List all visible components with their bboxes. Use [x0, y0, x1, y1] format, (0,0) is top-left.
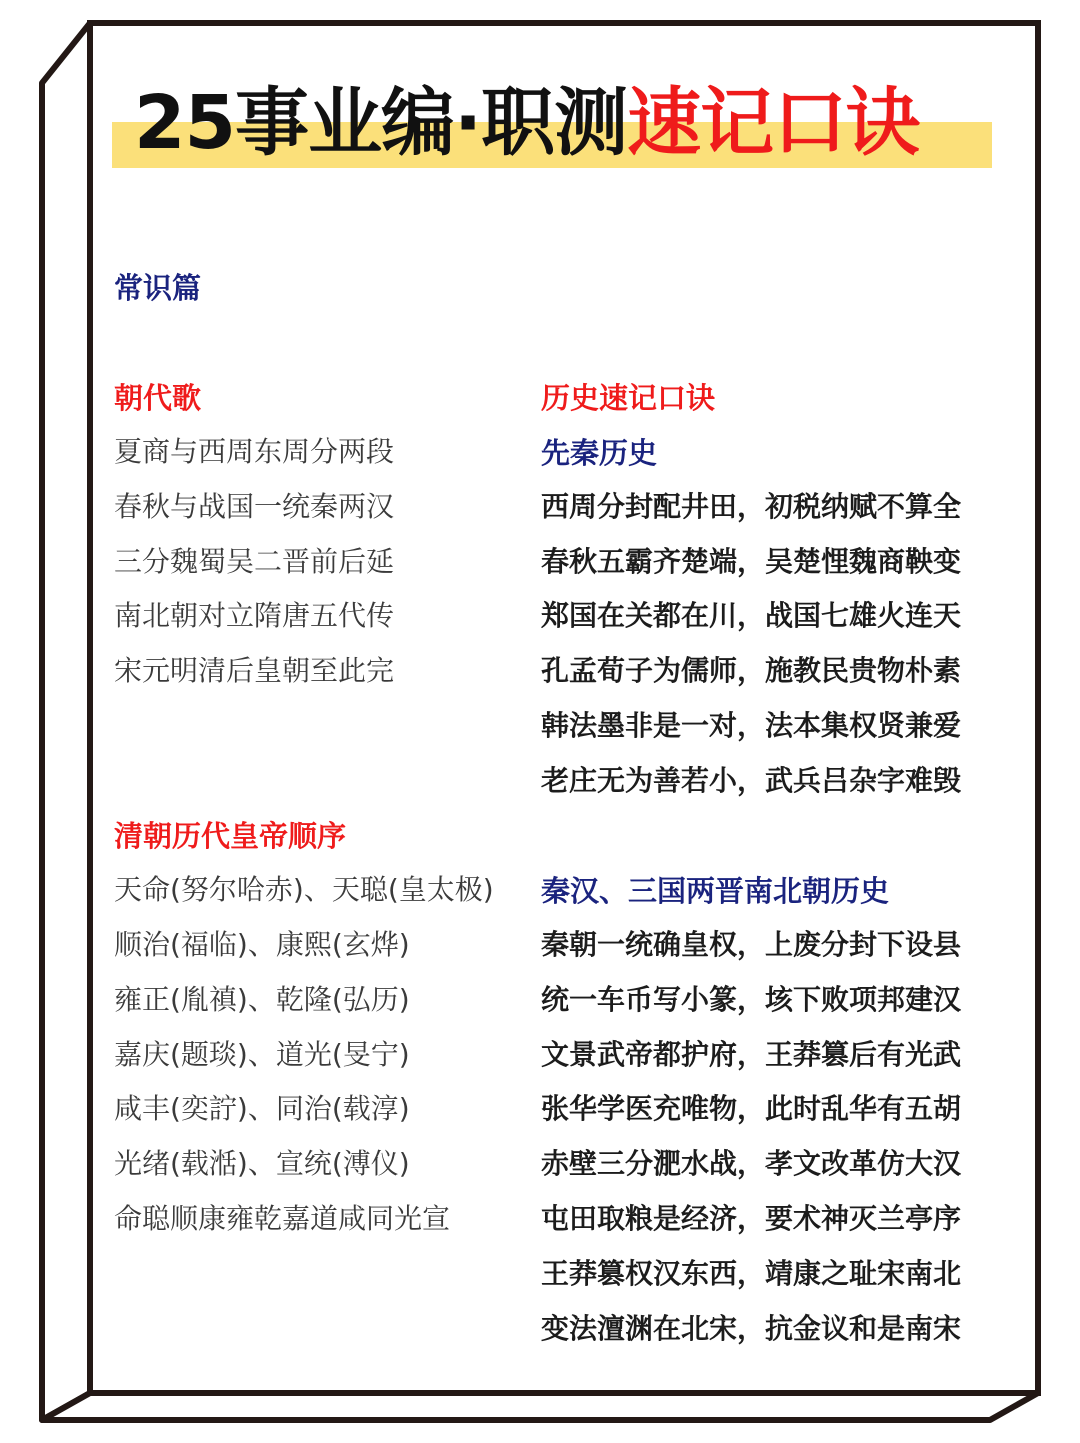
pre-qin-line: 老庄无为善若小，武兵吕杂字难毁 — [541, 764, 962, 797]
qin-han-line: 秦朝一统确皇权，上废分封下设县 — [541, 928, 962, 961]
dynasty-song-line: 三分魏蜀吴二晋前后延 — [114, 545, 395, 578]
pre-qin-line: 春秋五霸齐楚端，吴楚悝魏商鞅变 — [541, 545, 962, 578]
qing-emperors-heading: 清朝历代皇帝顺序 — [114, 819, 347, 853]
qin-han-line: 赤壁三分淝水战，孝文改革仿大汉 — [541, 1147, 962, 1180]
pre-qin-line: 韩法墨非是一对，法本集权贤兼爱 — [541, 709, 962, 742]
page-title — [134, 80, 919, 166]
dynasty-song-line: 南北朝对立隋唐五代传 — [114, 599, 395, 632]
qing-emperor-line: 咸丰(奕詝)、同治(载淳) — [114, 1092, 410, 1125]
qing-emperor-line: 雍正(胤禛)、乾隆(弘历) — [114, 983, 410, 1016]
qing-emperor-line: 天命(努尔哈赤)、天聪(皇太极) — [114, 873, 494, 906]
book-bottom-edge — [42, 1393, 1038, 1420]
title-part-red: 速记口诀 — [627, 80, 920, 166]
dynasty-song-line: 夏商与西周东周分两段 — [114, 435, 395, 468]
qing-emperor-line: 光绪(载湉)、宣统(溥仪) — [114, 1147, 410, 1180]
qin-han-line: 王莽篡权汉东西，靖康之耻宋南北 — [541, 1257, 962, 1290]
pre-qin-line: 西周分封配井田，初税纳赋不算全 — [541, 490, 962, 523]
category-heading: 常识篇 — [114, 271, 202, 305]
book-spine — [42, 23, 90, 1420]
qin-han-line: 屯田取粮是经济，要术神灭兰亭序 — [541, 1202, 962, 1235]
qin-han-line: 统一车币写小篆，垓下败项邦建汉 — [541, 983, 962, 1016]
qin-han-line: 文景武帝都护府，王莽篡后有光武 — [541, 1038, 962, 1071]
dynasty-song-line: 宋元明清后皇朝至此完 — [114, 654, 395, 687]
history-mnemonic-heading: 历史速记口诀 — [541, 381, 716, 415]
qing-emperor-line: 命聪顺康雍乾嘉道咸同光宣 — [114, 1202, 451, 1235]
pre-qin-line: 孔孟荀子为儒师，施教民贵物朴素 — [541, 654, 962, 687]
dynasty-song-heading: 朝代歌 — [114, 381, 202, 415]
title-block — [112, 78, 992, 174]
pre-qin-heading: 先秦历史 — [541, 436, 658, 470]
qing-emperor-line: 顺治(福临)、康熙(玄烨) — [114, 928, 410, 961]
title-part-black: 25事业编·职测 — [134, 80, 628, 166]
dynasty-song-line: 春秋与战国一统秦两汉 — [114, 490, 395, 523]
pre-qin-line: 郑国在关都在川，战国七雄火连天 — [541, 599, 962, 632]
qin-han-line: 张华学医充唯物，此时乱华有五胡 — [541, 1092, 962, 1125]
qing-emperor-line: 嘉庆(题琰)、道光(旻宁) — [114, 1038, 410, 1071]
qin-han-heading: 秦汉、三国两晋南北朝历史 — [541, 874, 890, 908]
qin-han-line: 变法澶渊在北宋，抗金议和是南宋 — [541, 1312, 962, 1345]
